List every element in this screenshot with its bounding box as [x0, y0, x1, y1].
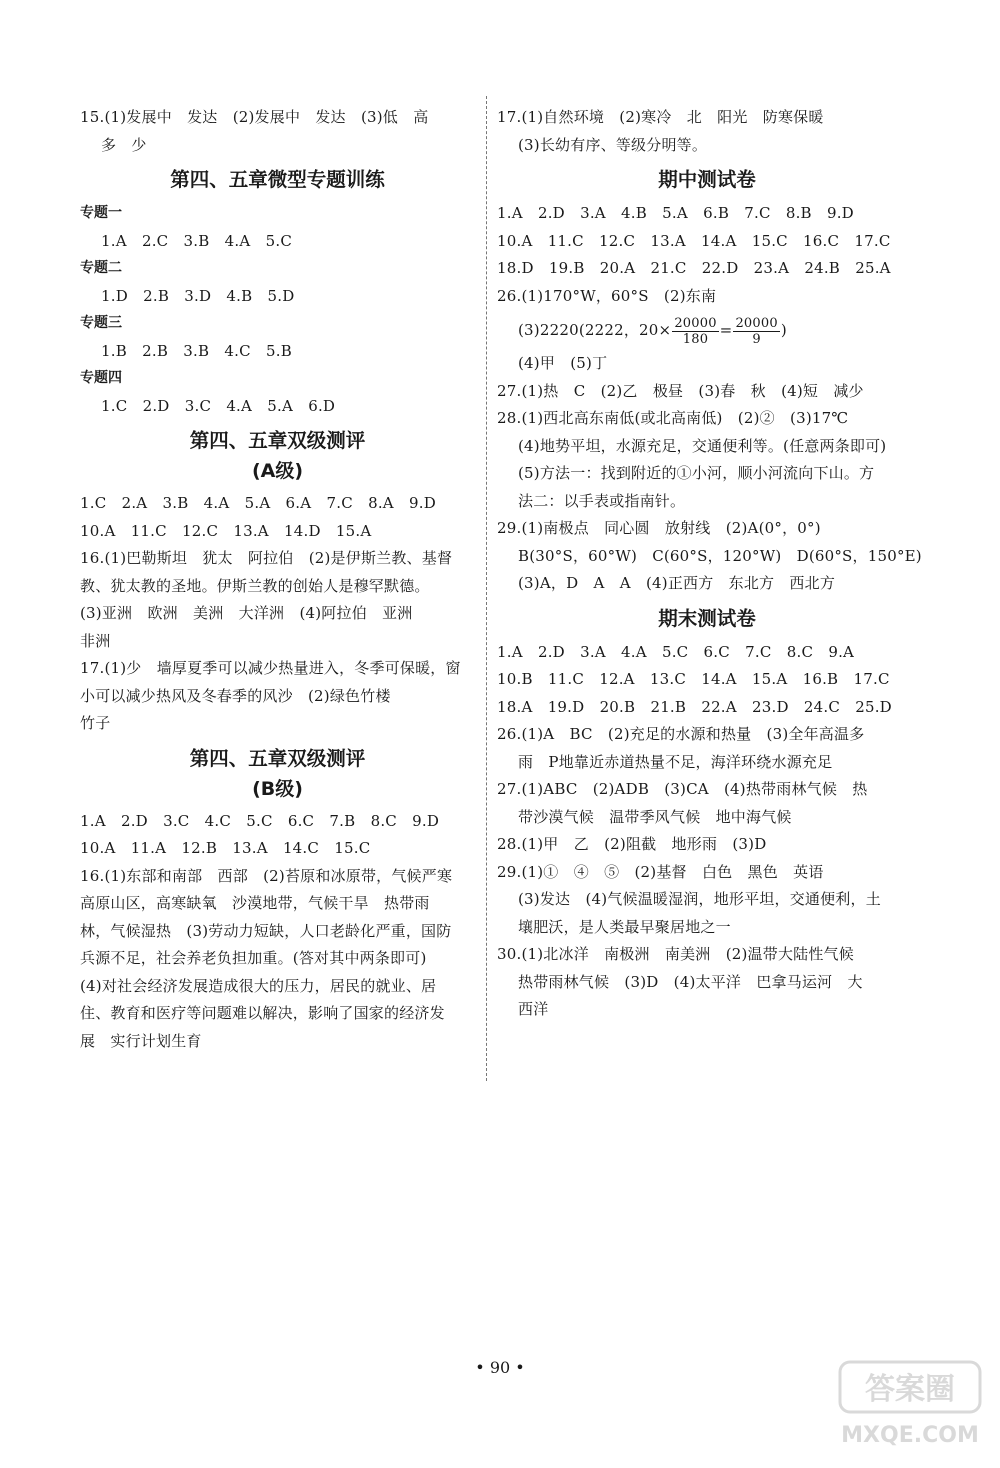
svg-text:MXQE.COM: MXQE.COM — [841, 1423, 979, 1448]
answer-line: 西洋 — [518, 1000, 549, 1018]
answer-line: 1.B 2.B 3.B 4.C 5.B — [101, 341, 292, 360]
answer-line: 28.(1)西北高东南低(或北高南低) (2)② (3)17℃ — [497, 409, 849, 427]
answer-line: 教、犹太教的圣地。伊斯兰教的创始人是穆罕默德。 — [80, 576, 430, 595]
topic-label: 专题四 — [80, 370, 122, 386]
answer-line: 雨 P地靠近赤道热量不足，海洋环绕水源充足 — [518, 752, 833, 771]
answer-line: (3)长幼有序、等级分明等。 — [518, 135, 708, 154]
section-title: 第四、五章双级测评 — [189, 746, 366, 770]
answer-line: 28.(1)甲 乙 (2)阻截 地形雨 (3)D — [497, 835, 767, 853]
answer-line: 带沙漠气候 温带季风气候 地中海气候 — [518, 807, 792, 826]
answer-line: 18.A 19.D 20.B 21.B 22.A 23.D 24.C 25.D — [497, 697, 892, 716]
answer-line: 法二：以手表或指南针。 — [518, 491, 686, 510]
answer-line: 16.(1)东部和南部 西部 (2)苔原和冰原带，气候严寒 — [80, 866, 453, 885]
answer-line: 1.A 2.D 3.A 4.A 5.C 6.C 7.C 8.C 9.A — [497, 642, 855, 661]
topic-label: 专题三 — [80, 315, 122, 331]
answer-line: 住、教育和医疗等问题难以解决，影响了国家的经济发 — [80, 1004, 445, 1022]
answer-line: 非洲 — [80, 631, 111, 650]
answer-line: 18.D 19.B 20.A 21.C 22.D 23.A 24.B 25.A — [497, 259, 891, 277]
answer-line: 兵源不足，社会养老负担加重。(答对其中两条即可) — [80, 949, 427, 967]
answer-line: (4)地势平坦，水源充足，交通便利等。(任意两条即可) — [518, 436, 887, 455]
answer-line: 15.(1)发展中 发达 (2)发展中 发达 (3)低 高 — [80, 108, 429, 126]
answer-line: 壤肥沃，是人类最早聚居地之一 — [518, 917, 731, 936]
answer-line: (3)亚洲 欧洲 美洲 大洋洲 (4)阿拉伯 亚洲 — [80, 604, 413, 622]
fraction — [733, 316, 779, 347]
answer-line: 1.A 2.C 3.B 4.A 5.C — [101, 231, 293, 250]
topic-label: 专题一 — [80, 205, 122, 221]
answer-line: 27.(1)热 C (2)乙 极昼 (3)春 秋 (4)短 减少 — [497, 381, 864, 400]
answer-line: (4)甲 (5)丁 — [518, 354, 608, 372]
answer-line: 1.C 2.D 3.C 4.A 5.A 6.D — [101, 396, 336, 415]
equals-sign: = — [719, 321, 733, 339]
answer-line: 竹子 — [80, 714, 111, 732]
fraction — [672, 316, 718, 347]
answer-line: B(30°S，60°W) C(60°S，120°W) D(60°S，150°E) — [518, 546, 922, 565]
answer-line: 29.(1)① ④ ⑤ (2)基督 白色 黑色 英语 — [497, 862, 824, 881]
fraction-prefix: (3)2220(2222，20× — [518, 321, 672, 339]
answer-line: 1.C 2.A 3.B 4.A 5.A 6.A 7.C 8.A 9.D — [80, 494, 436, 512]
answer-line: 17.(1)自然环境 (2)寒冷 北 阳光 防寒保暖 — [497, 108, 824, 126]
svg-text:答案圈: 答案圈 — [865, 1372, 955, 1407]
fraction-numerator: 20000 — [674, 315, 717, 331]
answer-line: (3)A，D A A (4)正西方 东北方 西北方 — [518, 574, 836, 592]
answer-line: (4)对社会经济发展造成很大的压力，居民的就业、居 — [80, 976, 437, 995]
answer-line: 10.B 11.C 12.A 13.C 14.A 15.A 16.B 17.C — [497, 670, 890, 688]
fraction-suffix: ) — [780, 321, 787, 339]
answer-line: 10.A 11.A 12.B 13.A 14.C 15.C — [80, 839, 371, 857]
answer-line: 26.(1)170°W，60°S (2)东南 — [497, 286, 717, 305]
section-level: (A级) — [251, 460, 304, 482]
page-number: • 90 • — [475, 1358, 525, 1377]
answer-line: 高原山区，高寒缺氧 沙漠地带，气候干旱 热带雨 — [80, 894, 430, 912]
fraction-line — [497, 310, 917, 350]
fraction-denominator: 9 — [752, 331, 761, 347]
answer-line: 1.A 2.D 3.A 4.B 5.A 6.B 7.C 8.B 9.D — [497, 204, 854, 222]
answer-line: (5)方法一：找到附近的①小河，顺小河流向下山。方 — [518, 464, 875, 482]
section-title: 期中测试卷 — [658, 168, 756, 191]
answer-line: 林，气候湿热 (3)劳动力短缺，人口老龄化严重，国防 — [80, 921, 452, 940]
answer-line: 展 实行计划生育 — [80, 1031, 202, 1050]
fraction-denominator: 180 — [682, 331, 709, 347]
section-title: 第四、五章微型专题训练 — [170, 168, 385, 191]
section-title: 期末测试卷 — [658, 606, 756, 630]
answer-line: 1.D 2.B 3.D 4.B 5.D — [101, 286, 295, 305]
answer-line: 小可以减少热风及冬春季的风沙 (2)绿色竹楼 — [80, 686, 391, 705]
answer-line: 热带雨林气候 (3)D (4)太平洋 巴拿马运河 大 — [518, 972, 863, 991]
answer-line: 1.A 2.D 3.C 4.C 5.C 6.C 7.B 8.C 9.D — [80, 811, 440, 830]
section-level: (B级) — [252, 777, 303, 800]
answer-line: 30.(1)北冰洋 南极洲 南美洲 (2)温带大陆性气候 — [497, 945, 854, 963]
topic-label: 专题二 — [80, 260, 122, 276]
answer-line: 16.(1)巴勒斯坦 犹太 阿拉伯 (2)是伊斯兰教、基督 — [80, 549, 453, 567]
answer-line: 26.(1)A BC (2)充足的水源和热量 (3)全年高温多 — [497, 725, 865, 743]
right-column — [497, 104, 922, 1024]
watermark-logo — [836, 1354, 986, 1454]
answer-line: 29.(1)南极点 同心圆 放射线 (2)A(0°，0°) — [497, 519, 821, 537]
watermark-icon — [836, 1354, 986, 1454]
column-divider — [486, 96, 487, 1081]
answer-line: 10.A 11.C 12.C 13.A 14.D 15.A — [80, 521, 372, 540]
answer-line: (3)发达 (4)气候温暖湿润，地形平坦，交通便利，土 — [518, 890, 881, 908]
left-column — [80, 104, 475, 1055]
fraction-numerator: 20000 — [735, 315, 778, 331]
answer-line: 27.(1)ABC (2)ADB (3)CA (4)热带雨林气候 热 — [497, 780, 868, 798]
answer-line: 10.A 11.C 12.C 13.A 14.A 15.C 16.C 17.C — [497, 231, 891, 250]
section-title: 第四、五章双级测评 — [189, 429, 366, 452]
answer-line: 17.(1)少 墙厚夏季可以减少热量进入，冬季可保暖，窗 — [80, 659, 461, 677]
answer-line: 多 少 — [101, 135, 147, 154]
